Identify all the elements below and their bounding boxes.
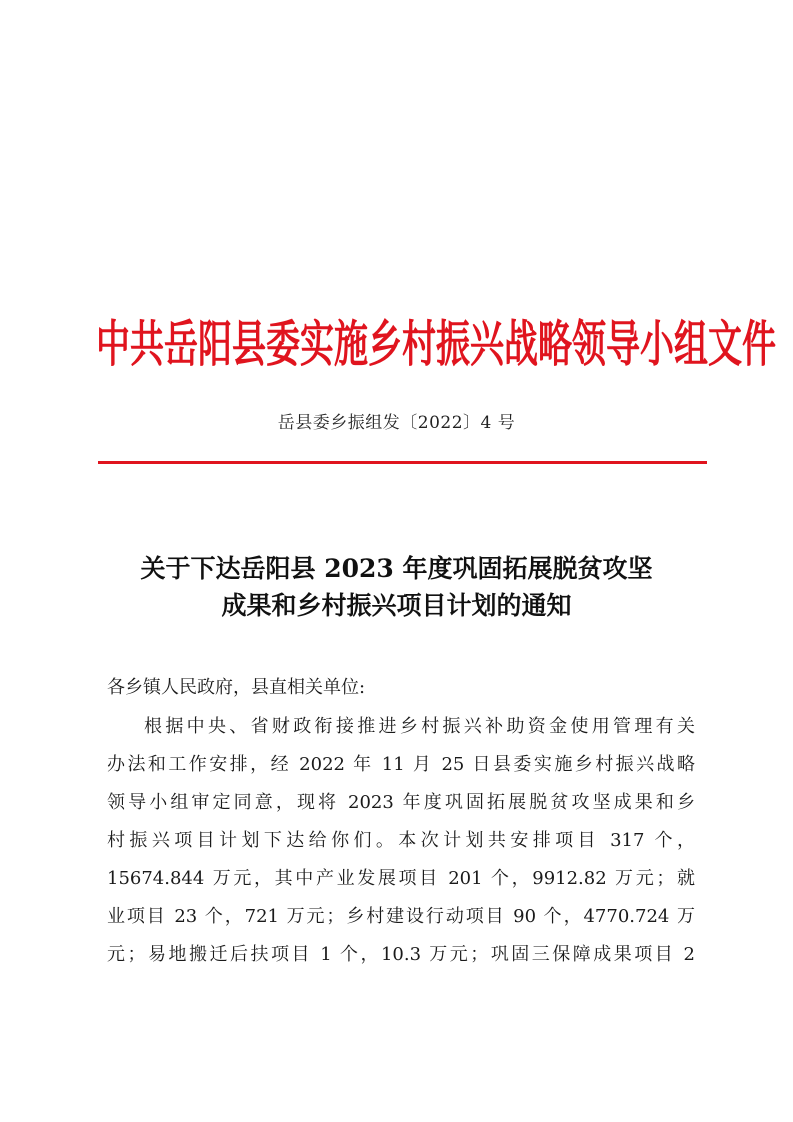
body-paragraph-line: 15674.844 万元，其中产业发展项目 201 个，9912.82 万元；就 [107, 868, 695, 889]
body-paragraph-line: 业项目 23 个，721 万元；乡村建设行动项目 90 个，4770.724 万 [107, 906, 695, 927]
org-masthead-title: 中共岳阳县委实施乡村振兴战略领导小组文件 [96, 316, 776, 374]
body-paragraph-line: 根据中央、省财政衔接推进乡村振兴补助资金使用管理有关 [144, 716, 695, 737]
body-paragraph-line: 村振兴项目计划下达给你们。本次计划共安排项目 317 个， [107, 830, 695, 851]
body-paragraph-line: 办法和工作安排，经 2022 年 11 月 25 日县委实施乡村振兴战略 [107, 754, 695, 775]
document-title-line-1: 关于下达岳阳县 2023 年度巩固拓展脱贫攻坚 [140, 554, 653, 583]
red-divider-line [98, 461, 707, 464]
body-paragraph-line: 领导小组审定同意，现将 2023 年度巩固拓展脱贫攻坚成果和乡 [107, 792, 695, 813]
document-title-line-2: 成果和乡村振兴项目计划的通知 [221, 591, 572, 620]
salutation: 各乡镇人民政府，县直相关单位: [107, 677, 366, 698]
body-paragraph-line: 元；易地搬迁后扶项目 1 个，10.3 万元；巩固三保障成果项目 2 [107, 944, 695, 965]
document-number: 岳县委乡振组发〔2022〕4 号 [277, 413, 516, 433]
